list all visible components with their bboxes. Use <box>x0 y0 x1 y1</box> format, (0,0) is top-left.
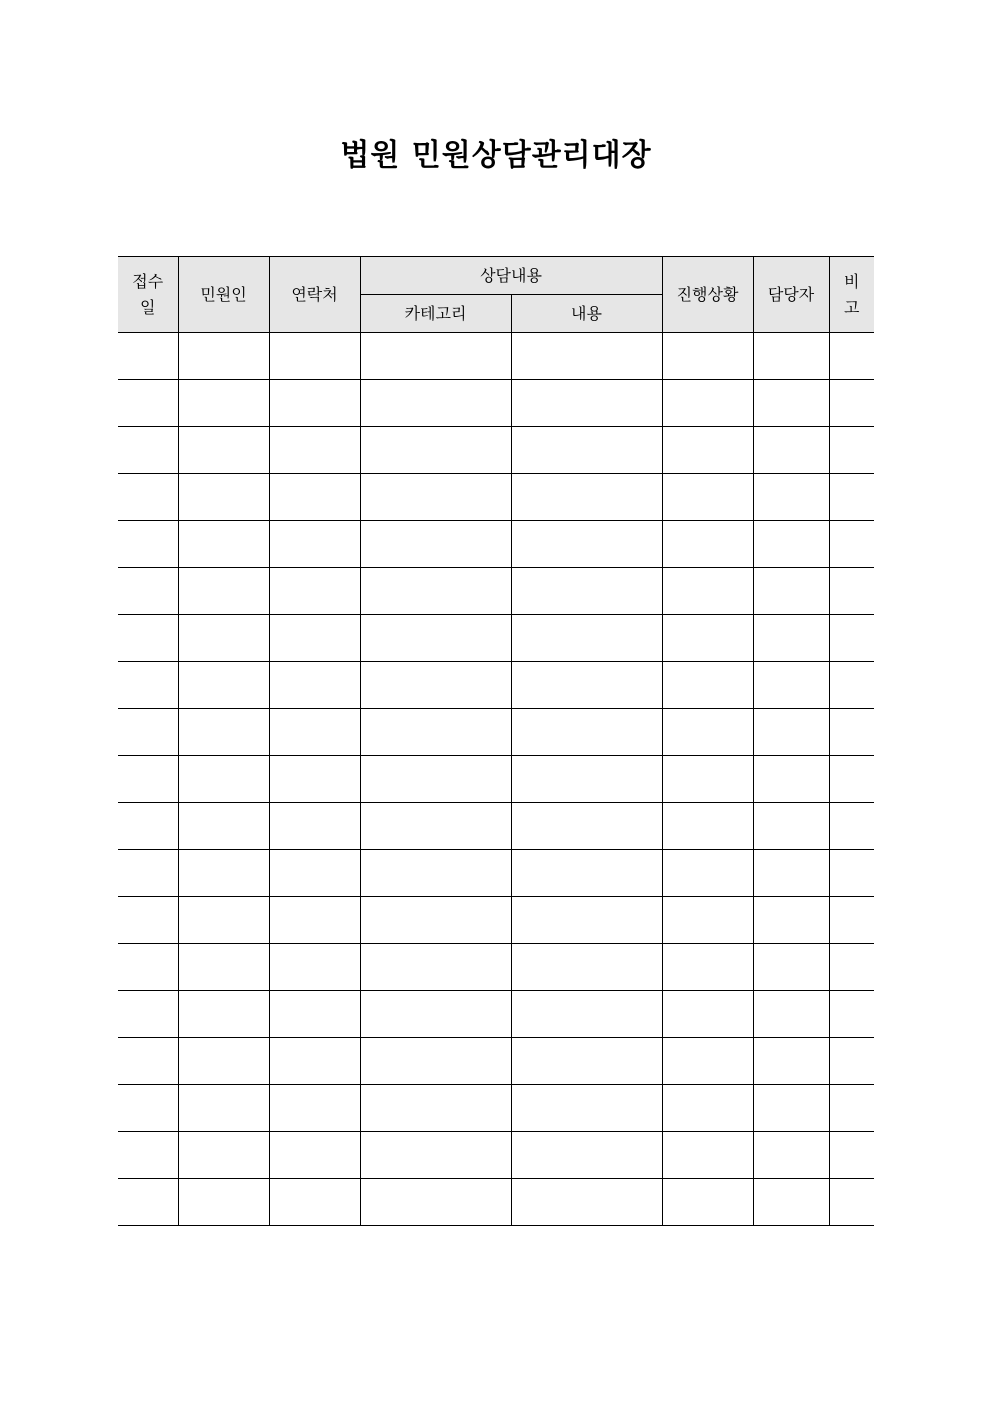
cell-category[interactable] <box>360 756 511 803</box>
header-remarks-line1: 비 <box>844 271 860 291</box>
cell-applicant[interactable] <box>178 380 269 427</box>
cell-category[interactable] <box>360 1132 511 1179</box>
cell-progress[interactable] <box>662 1179 753 1226</box>
cell-category[interactable] <box>360 991 511 1038</box>
cell-remarks[interactable] <box>829 944 874 991</box>
cell-receipt-date[interactable] <box>118 709 178 756</box>
cell-content[interactable] <box>511 1179 662 1226</box>
header-manager: 담당자 <box>753 257 829 333</box>
cell-receipt-date[interactable] <box>118 662 178 709</box>
cell-progress[interactable] <box>662 521 753 568</box>
cell-remarks[interactable] <box>829 427 874 474</box>
cell-manager[interactable] <box>753 427 829 474</box>
cell-category[interactable] <box>360 897 511 944</box>
cell-applicant[interactable] <box>178 944 269 991</box>
table-row <box>118 897 874 944</box>
cell-receipt-date[interactable] <box>118 427 178 474</box>
cell-progress[interactable] <box>662 1085 753 1132</box>
cell-manager[interactable] <box>753 1179 829 1226</box>
cell-contact[interactable] <box>269 568 360 615</box>
cell-applicant[interactable] <box>178 709 269 756</box>
header-category: 카테고리 <box>360 295 511 333</box>
cell-contact[interactable] <box>269 991 360 1038</box>
cell-applicant[interactable] <box>178 1132 269 1179</box>
cell-receipt-date[interactable] <box>118 380 178 427</box>
cell-remarks[interactable] <box>829 850 874 897</box>
cell-contact[interactable] <box>269 333 360 380</box>
table-row <box>118 709 874 756</box>
cell-receipt-date[interactable] <box>118 991 178 1038</box>
cell-contact[interactable] <box>269 944 360 991</box>
header-receipt-date <box>118 257 178 333</box>
header-progress: 진행상황 <box>662 257 753 333</box>
cell-category[interactable] <box>360 568 511 615</box>
cell-remarks[interactable] <box>829 380 874 427</box>
cell-applicant[interactable] <box>178 991 269 1038</box>
cell-progress[interactable] <box>662 897 753 944</box>
cell-remarks[interactable] <box>829 1085 874 1132</box>
cell-content[interactable] <box>511 662 662 709</box>
cell-content[interactable] <box>511 850 662 897</box>
cell-contact[interactable] <box>269 380 360 427</box>
cell-progress[interactable] <box>662 1038 753 1085</box>
cell-applicant[interactable] <box>178 427 269 474</box>
cell-content[interactable] <box>511 615 662 662</box>
cell-applicant[interactable] <box>178 850 269 897</box>
cell-applicant[interactable] <box>178 521 269 568</box>
cell-contact[interactable] <box>269 427 360 474</box>
cell-contact[interactable] <box>269 662 360 709</box>
cell-content[interactable] <box>511 427 662 474</box>
cell-remarks[interactable] <box>829 756 874 803</box>
cell-contact[interactable] <box>269 850 360 897</box>
cell-receipt-date[interactable] <box>118 333 178 380</box>
cell-applicant[interactable] <box>178 474 269 521</box>
cell-receipt-date[interactable] <box>118 1038 178 1085</box>
cell-category[interactable] <box>360 380 511 427</box>
header-remarks-line2: 고 <box>844 297 860 317</box>
cell-receipt-date[interactable] <box>118 568 178 615</box>
cell-manager[interactable] <box>753 380 829 427</box>
cell-contact[interactable] <box>269 615 360 662</box>
cell-progress[interactable] <box>662 662 753 709</box>
cell-manager[interactable] <box>753 991 829 1038</box>
cell-category[interactable] <box>360 333 511 380</box>
cell-applicant[interactable] <box>178 897 269 944</box>
table-row <box>118 1132 874 1179</box>
cell-manager[interactable] <box>753 333 829 380</box>
cell-manager[interactable] <box>753 615 829 662</box>
cell-category[interactable] <box>360 850 511 897</box>
cell-contact[interactable] <box>269 803 360 850</box>
cell-category[interactable] <box>360 521 511 568</box>
cell-remarks[interactable] <box>829 709 874 756</box>
cell-remarks[interactable] <box>829 1132 874 1179</box>
cell-content[interactable] <box>511 709 662 756</box>
cell-manager[interactable] <box>753 662 829 709</box>
cell-manager[interactable] <box>753 897 829 944</box>
cell-content[interactable] <box>511 1085 662 1132</box>
cell-contact[interactable] <box>269 1179 360 1226</box>
cell-remarks[interactable] <box>829 568 874 615</box>
cell-receipt-date[interactable] <box>118 944 178 991</box>
cell-content[interactable] <box>511 756 662 803</box>
cell-content[interactable] <box>511 1038 662 1085</box>
cell-remarks[interactable] <box>829 803 874 850</box>
header-receipt-date-line2: 일 <box>140 297 156 317</box>
cell-category[interactable] <box>360 427 511 474</box>
cell-contact[interactable] <box>269 897 360 944</box>
cell-manager[interactable] <box>753 568 829 615</box>
cell-receipt-date[interactable] <box>118 521 178 568</box>
table-row <box>118 803 874 850</box>
cell-progress[interactable] <box>662 803 753 850</box>
table-row <box>118 474 874 521</box>
cell-content[interactable] <box>511 991 662 1038</box>
cell-contact[interactable] <box>269 521 360 568</box>
cell-applicant[interactable] <box>178 1179 269 1226</box>
cell-content[interactable] <box>511 380 662 427</box>
cell-category[interactable] <box>360 1085 511 1132</box>
cell-manager[interactable] <box>753 521 829 568</box>
cell-contact[interactable] <box>269 756 360 803</box>
cell-progress[interactable] <box>662 991 753 1038</box>
cell-progress[interactable] <box>662 1132 753 1179</box>
cell-manager[interactable] <box>753 1085 829 1132</box>
header-row-top <box>118 257 874 295</box>
cell-manager[interactable] <box>753 709 829 756</box>
header-receipt-date-line1: 접수 <box>132 271 164 291</box>
cell-contact[interactable] <box>269 1038 360 1085</box>
header-consultation: 상담내용 <box>360 257 662 295</box>
cell-progress[interactable] <box>662 709 753 756</box>
cell-manager[interactable] <box>753 803 829 850</box>
table-row <box>118 991 874 1038</box>
cell-receipt-date[interactable] <box>118 615 178 662</box>
header-remarks <box>829 257 874 333</box>
cell-applicant[interactable] <box>178 662 269 709</box>
cell-remarks[interactable] <box>829 1179 874 1226</box>
table-row <box>118 333 874 380</box>
cell-receipt-date[interactable] <box>118 1085 178 1132</box>
cell-manager[interactable] <box>753 1038 829 1085</box>
cell-remarks[interactable] <box>829 897 874 944</box>
cell-contact[interactable] <box>269 474 360 521</box>
consultation-ledger-table <box>118 256 874 1226</box>
table-row <box>118 427 874 474</box>
cell-category[interactable] <box>360 1179 511 1226</box>
cell-receipt-date[interactable] <box>118 850 178 897</box>
cell-progress[interactable] <box>662 380 753 427</box>
table-row <box>118 615 874 662</box>
cell-manager[interactable] <box>753 1132 829 1179</box>
cell-manager[interactable] <box>753 474 829 521</box>
cell-content[interactable] <box>511 944 662 991</box>
table-row <box>118 944 874 991</box>
cell-category[interactable] <box>360 1038 511 1085</box>
table-row <box>118 850 874 897</box>
cell-category[interactable] <box>360 662 511 709</box>
cell-progress[interactable] <box>662 756 753 803</box>
table-row <box>118 1038 874 1085</box>
cell-content[interactable] <box>511 803 662 850</box>
header-contact: 연락처 <box>269 257 360 333</box>
cell-remarks[interactable] <box>829 521 874 568</box>
table-row <box>118 756 874 803</box>
cell-content[interactable] <box>511 568 662 615</box>
cell-category[interactable] <box>360 709 511 756</box>
cell-applicant[interactable] <box>178 1038 269 1085</box>
cell-category[interactable] <box>360 944 511 991</box>
cell-remarks[interactable] <box>829 615 874 662</box>
cell-applicant[interactable] <box>178 1085 269 1132</box>
cell-manager[interactable] <box>753 944 829 991</box>
table-row <box>118 521 874 568</box>
cell-progress[interactable] <box>662 427 753 474</box>
header-applicant: 민원인 <box>178 257 269 333</box>
cell-progress[interactable] <box>662 474 753 521</box>
cell-manager[interactable] <box>753 850 829 897</box>
cell-receipt-date[interactable] <box>118 474 178 521</box>
cell-remarks[interactable] <box>829 991 874 1038</box>
cell-category[interactable] <box>360 803 511 850</box>
table-row <box>118 662 874 709</box>
cell-applicant[interactable] <box>178 756 269 803</box>
cell-receipt-date[interactable] <box>118 1132 178 1179</box>
cell-category[interactable] <box>360 615 511 662</box>
cell-remarks[interactable] <box>829 662 874 709</box>
cell-contact[interactable] <box>269 1132 360 1179</box>
cell-contact[interactable] <box>269 709 360 756</box>
cell-category[interactable] <box>360 474 511 521</box>
cell-receipt-date[interactable] <box>118 897 178 944</box>
cell-progress[interactable] <box>662 615 753 662</box>
cell-manager[interactable] <box>753 756 829 803</box>
cell-progress[interactable] <box>662 333 753 380</box>
cell-applicant[interactable] <box>178 615 269 662</box>
table-row <box>118 1085 874 1132</box>
table-row <box>118 380 874 427</box>
cell-applicant[interactable] <box>178 568 269 615</box>
cell-content[interactable] <box>511 897 662 944</box>
cell-receipt-date[interactable] <box>118 756 178 803</box>
cell-receipt-date[interactable] <box>118 1179 178 1226</box>
page-title: 법원 민원상담관리대장 <box>340 138 652 173</box>
cell-content[interactable] <box>511 1132 662 1179</box>
cell-content[interactable] <box>511 333 662 380</box>
cell-remarks[interactable] <box>829 333 874 380</box>
cell-content[interactable] <box>511 474 662 521</box>
cell-remarks[interactable] <box>829 1038 874 1085</box>
ledger-body <box>118 333 874 1226</box>
cell-contact[interactable] <box>269 1085 360 1132</box>
cell-applicant[interactable] <box>178 803 269 850</box>
cell-receipt-date[interactable] <box>118 803 178 850</box>
table-row <box>118 1179 874 1226</box>
cell-content[interactable] <box>511 521 662 568</box>
cell-remarks[interactable] <box>829 474 874 521</box>
cell-progress[interactable] <box>662 568 753 615</box>
cell-progress[interactable] <box>662 850 753 897</box>
cell-applicant[interactable] <box>178 333 269 380</box>
table-row <box>118 568 874 615</box>
header-content: 내용 <box>511 295 662 333</box>
cell-progress[interactable] <box>662 944 753 991</box>
